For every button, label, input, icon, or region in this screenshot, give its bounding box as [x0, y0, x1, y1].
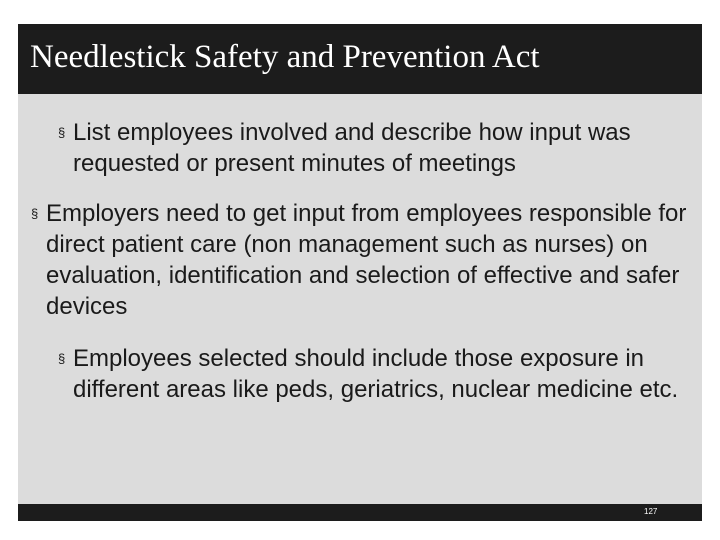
footer-bar — [18, 504, 702, 521]
slide-title: Needlestick Safety and Prevention Act — [30, 39, 540, 75]
page-number: 127 — [644, 507, 658, 516]
bullet-marker-icon: § — [58, 125, 66, 140]
title-bar — [18, 24, 702, 94]
bullet-text: List employees involved and describe how input was requested or present minutes of meetings — [73, 119, 631, 177]
bullet-item — [58, 117, 693, 179]
bullet-item — [31, 198, 701, 322]
slide — [18, 24, 702, 521]
bullet-marker-icon: § — [31, 206, 39, 221]
bullet-marker-icon: § — [58, 351, 66, 366]
bullet-text: Employers need to get input from employees responsible for direct patient care (non management such as nurses) on evaluation, identification and selection of effective and safer devices — [46, 200, 687, 320]
bullet-item — [58, 343, 705, 405]
bullet-text: Employees selected should include those exposure in different areas like peds, geriatrics, nuclear medicine etc. — [73, 345, 679, 403]
